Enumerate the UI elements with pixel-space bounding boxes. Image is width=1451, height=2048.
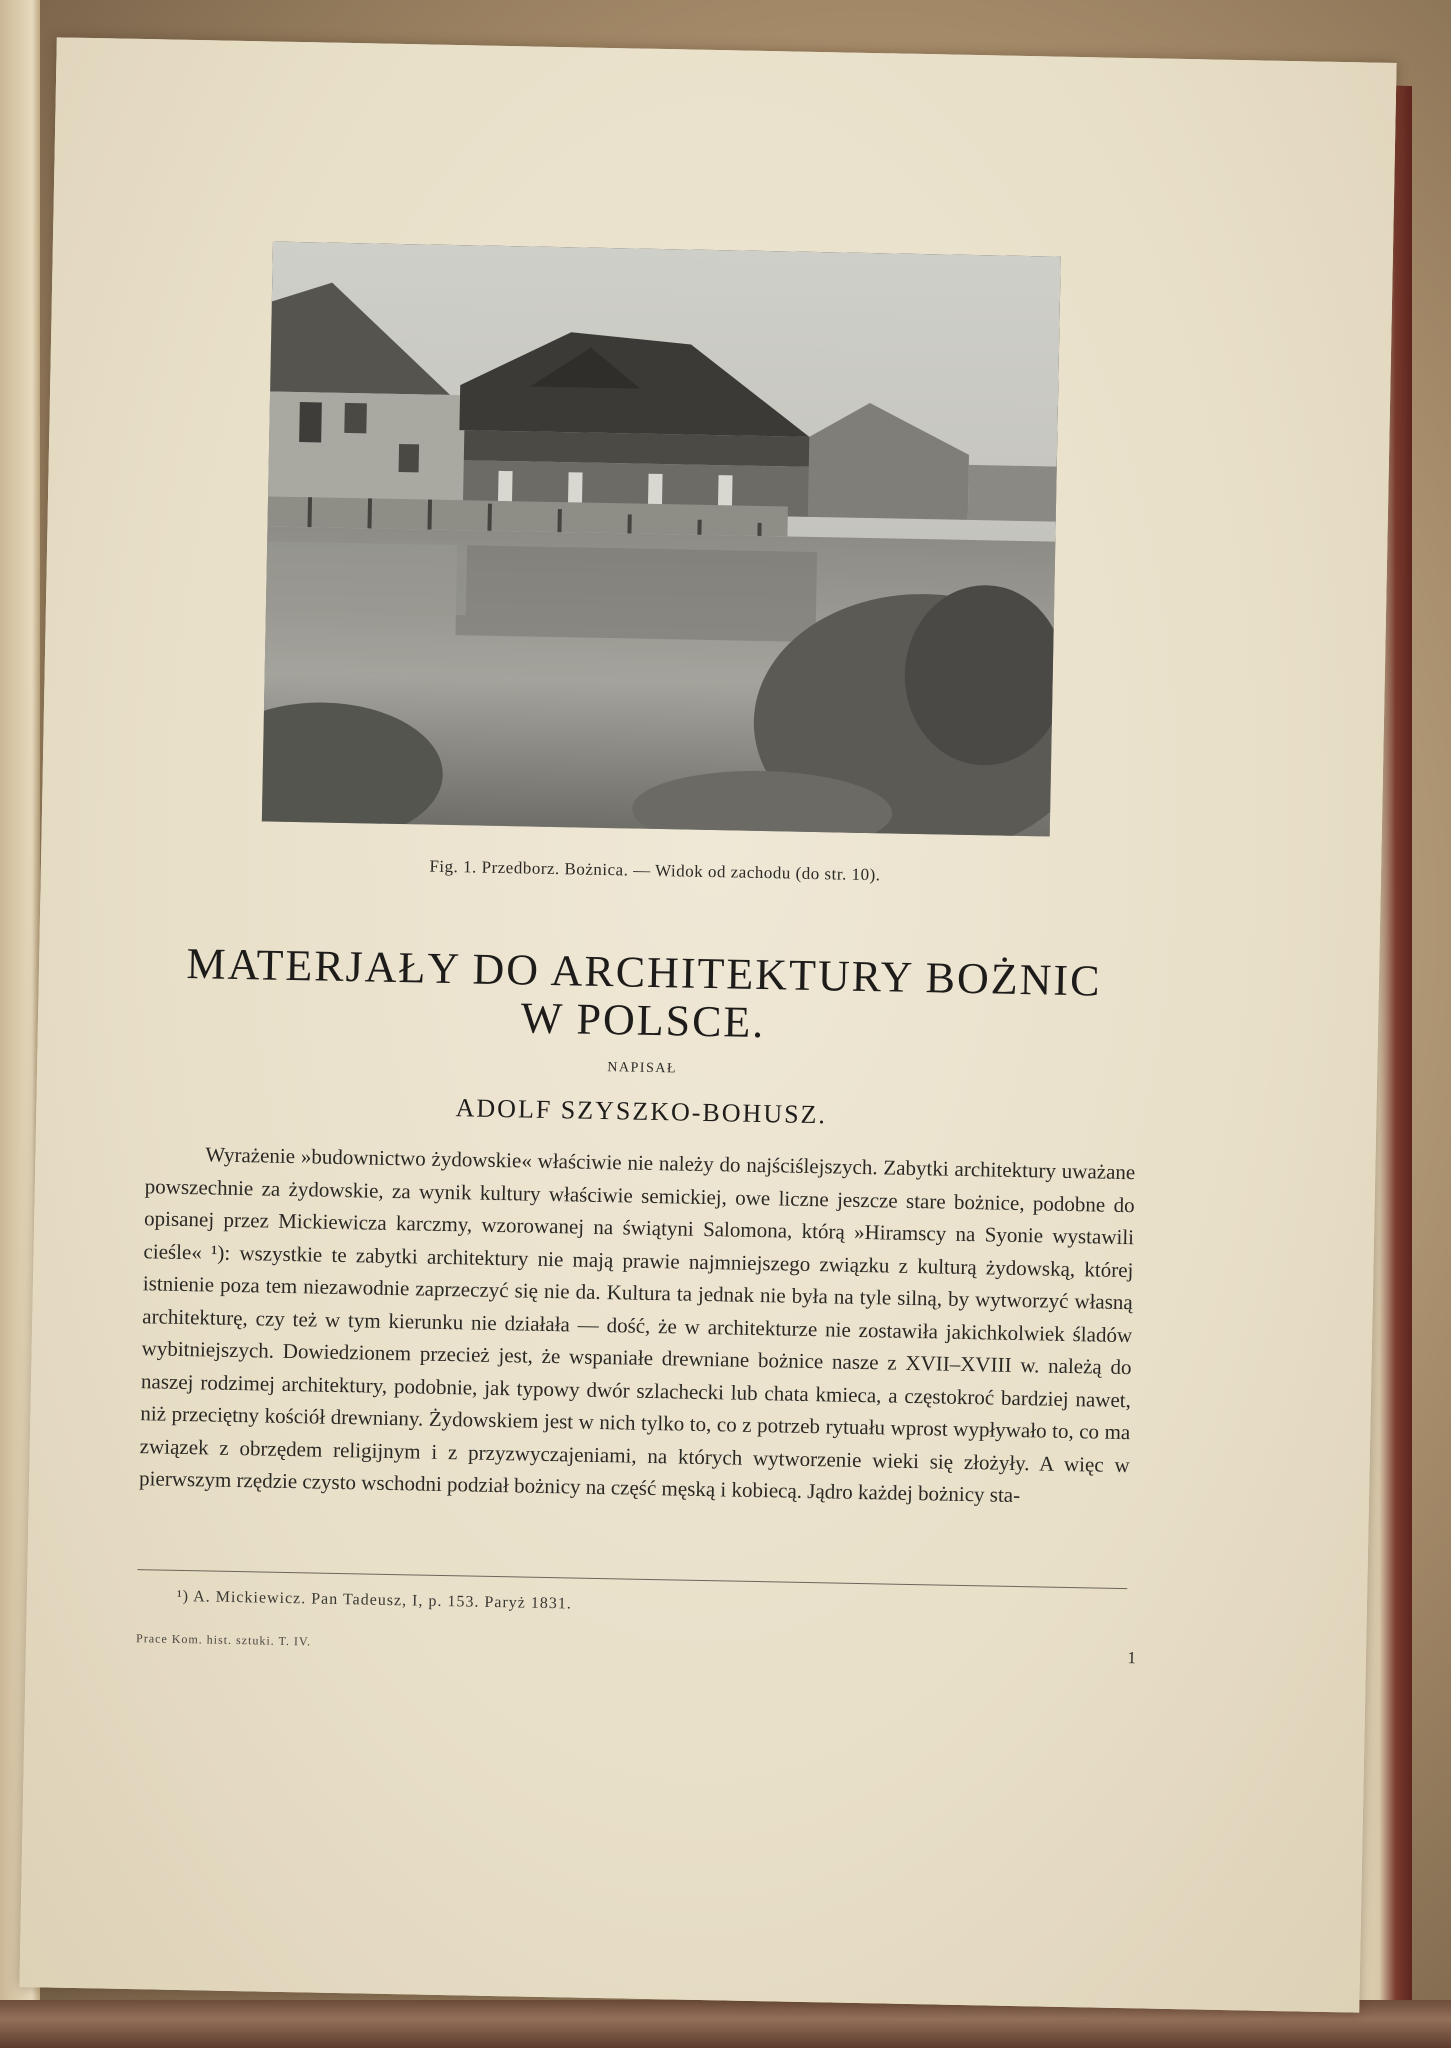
article-title <box>98 938 1190 1055</box>
footnote-divider <box>137 1569 1127 1589</box>
article-title-line2: W POLSCE. <box>520 993 766 1048</box>
book-page <box>19 37 1396 2012</box>
page-number: 1 <box>1127 1648 1137 1668</box>
series-line: Prace Kom. hist. sztuki. T. IV. <box>135 1631 312 1649</box>
body-paragraph: Wyrażenie »budownictwo żydowskie« właściwie nie należy do najściślejszych. Zabytki architektury uważane powszechnie za żydowskie, za wynik kultury właściwie semickiej, owe liczne jeszcze stare bożnice, podobne do opisanej przez Mickiewicza karczmy, wzorowanej na świątyni Salomona, którą »Hiramscy na Syonie wystawili cieśle« ¹): wszystkie te zabytki architektury nie mają prawie najmniejszego związku z kulturą żydowską, której istnienie poza tem niezawodnie zaprzeczyć się nie da. Kultura ta jednak nie była na tyle silną, by wytworzyć własną architekturę, czy też w tym kierunku nie działała — dość, że w architekturze nie zostawiła jakichkolwiek śladów wybitniejszych. Dowiedzionem przecież jest, że wspaniałe drewniane bożnice nasze z XVII–XVIII w. należą do naszej rodzimej architektury, podobnie, jak typowy dwór szlachecki lub chata kmieca, a częstokroć bardziej nawet, niż przeciętny kościół drewniany. Żydowskiem jest w nich tylko to, co z potrzeb rytuału wprost wypływało to, co ma związek z obrzędem religijnym i z przyzwyczajeniami, na których wytworzenie wieki się złożyły. A więc w pierwszym rzędzie czysto wschodni podział bożnicy na część męską i kobiecą. Jądro każdej bożnicy sta- <box>138 1142 1136 1508</box>
article-body <box>139 1137 1136 1513</box>
article-title-line1: MATERJAŁY DO ARCHITEKTURY BOŻNIC <box>186 938 1102 1006</box>
byline-label: NAPISAŁ <box>607 1060 678 1077</box>
synagogue-photo-image <box>262 242 1061 837</box>
figure-caption: Fig. 1. Przedborz. Bożnica. — Widok od zachodu (do str. 10). <box>429 856 881 885</box>
footnote: ¹) A. Mickiewicz. Pan Tadeusz, I, p. 153. Paryż 1831. <box>176 1587 573 1613</box>
synagogue-photograph <box>262 242 1061 837</box>
author-name: ADOLF SZYSZKO-BOHUSZ. <box>455 1093 828 1130</box>
